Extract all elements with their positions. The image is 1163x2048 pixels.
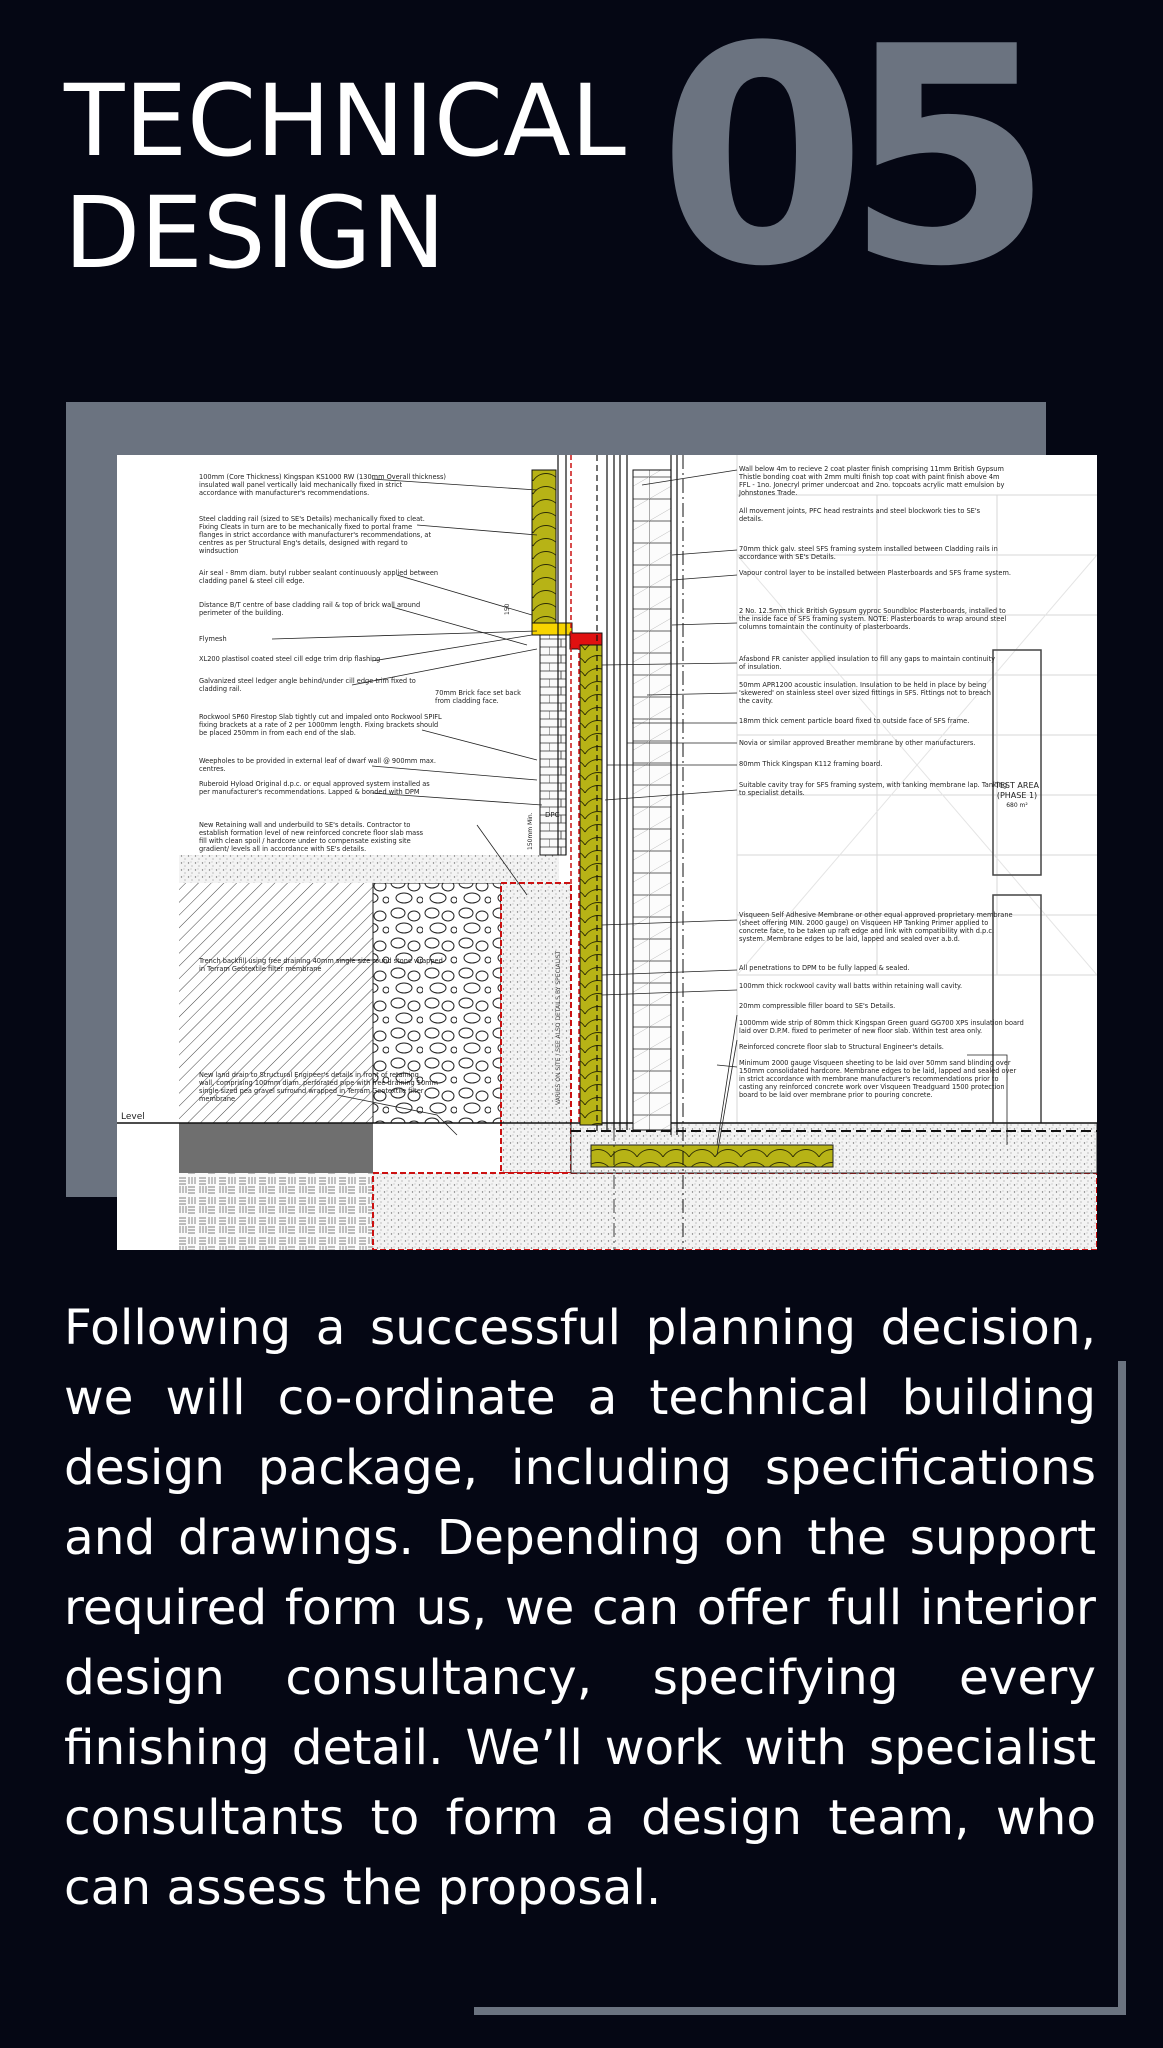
footing-grey [179,1123,373,1173]
right-note-10: 80mm Thick Kingspan K112 framing board. [739,760,883,768]
right-note-18: Minimum 2000 gauge Visqueen sheeting to be laid over 50mm sand blinding over 150mm consolidated hardcore. Membrane edges to be laid, lapped and sealed over in strict accordance with membrane manufacturer's recommendations prior to casting any reinforced concrete work over Visqueen Treadguard 1500 protection board to be laid over membrane prior to pouring concrete. [739,1059,1017,1099]
page-title [64,66,626,290]
cavity-insulation [580,645,602,1125]
test-area-line-1: TEST AREA [994,781,1040,790]
right-note-2: All movement joints, PFC head restraints and steel blockwork ties to SE's details. [739,507,981,523]
technical-drawing [117,455,1097,1250]
tiles-base [179,1173,373,1250]
dpc-label: DPC [545,811,560,819]
brick-wall [540,633,566,855]
right-note-5: 2 No. 12.5mm thick British Gypsum gyproc Soundbloc Plasterboards, installed to the inside face of SFS framing system. NOTE: Plasterboards to wrap around steel columns tomaintain the continuity of plasterboards. [739,607,1007,631]
right-note-15: 20mm compressible filler board to SE's Details. [739,1002,896,1010]
brick-note: 70mm Brick face set back from cladding face. [435,689,521,705]
body-paragraph: Following a successful planning decision, we will co-ordinate a technical building design package, including specifications and drawings. Depending on the support required form us, we can offer full interior design consultancy, specifying every finishing detail. We’ll work with specialist consultants to form a design team, who can assess the proposal. [64,1300,1096,1916]
left-note-10: Ruberoid Hyload Original d.p.c. or equal approved system installed as per manufacturer's recommendations. Lapped & bonded with DPM [199,780,430,796]
page-title-line-2: DESIGN [64,176,446,291]
left-note-13: New land drain to Structural Engineer's details in front of retaining wall, comprising 100mm diam. perforated pipe with free draining 10mm single sized pea gravel surround wrapped in Terram Geotextile filter membrane [199,1071,439,1103]
left-note-9: Weepholes to be provided in external leaf of dwarf wall @ 900mm max. centres. [199,757,436,773]
right-note-16: 1000mm wide strip of 80mm thick Kingspan Green guard GG700 XPS insulation board laid over D.P.M. fixed to perimeter of new floor slab. Within test area only. [739,1019,1024,1035]
left-note-5: Flymesh [199,635,227,643]
left-note-3: Air seal - 8mm diam. butyl rubber sealant continuously applied between cladding panel & steel cill edge. [199,569,439,585]
right-note-6: Afasbond FR canister applied insulation to fill any gaps to maintain continuity of insulation. [739,655,996,671]
left-note-12: Trench backfill using free draining 40mm single size round stone wrapped in Terram Geotextile filter membrane [199,957,443,973]
dim-label-2: 150mm Min. [527,812,534,850]
cladding-panel [532,470,556,630]
left-note-2: Steel cladding rail (sized to SE's Details) mechanically fixed to cleat. Fixing Cleats in turn are to be mechanically fixed to portal frame flanges in strict accordance with manufacturer's recommendations, at centres as per Structural Eng's details, designed with regard to windsuction [199,515,432,555]
test-area-line-2: (PHASE 1) [996,791,1038,800]
left-note-8: Rockwool SP60 Firestop Slab tightly cut and impaled onto Rockwool SPIFL fixing brackets at a rate of 2 per 1000mm length. Fixing brackets should be placed 250mm in from each end of the slab. [199,713,442,737]
section-number: 05 [658,0,1032,332]
right-note-17: Reinforced concrete floor slab to Structural Engineer's details. [739,1043,944,1051]
foundation-slab [373,1173,1097,1250]
right-note-8: 18mm thick cement particle board fixed to outside face of SFS frame. [739,717,970,725]
left-note-7: Galvanized steel ledger angle behind/under cill edge trim fixed to cladding rail. [199,677,416,693]
right-note-14: 100mm thick rockwool cavity wall batts within retaining wall cavity. [739,982,963,990]
vertical-label: VARIES ON SITE / SEE ALSO DETAILS BY SPECIALIST [555,950,562,1105]
right-note-4: Vapour control layer to be installed between Plasterboards and SFS frame system. [739,569,1012,577]
right-note-7: 50mm APR1200 acoustic insulation. Insulation to be held in place by being 'skewered' on stainless steel over sized fittings in SFS. Fittings not to breach the cavity. [739,681,991,705]
right-note-3: 70mm thick galv. steel SFS framing system installed between Cladding rails in accordance with SE's Details. [739,545,998,561]
right-note-1: Wall below 4m to recieve 2 coat plaster finish comprising 11mm British Gypsum Thistle bonding coat with 2mm multi finish top coat with paint finish above 4m FFL - 1no. Jonecryl primer undercoat and 2no. topcoats acrylic matt emulsion by Johnstones Trade. [739,465,1005,497]
right-note-12: Visqueen Self Adhesive Membrane or other equal approved proprietary membrane (sheet offering MIN. 2000 gauge) on Visqueen HP Tanking Primer applied to concrete face, to be taken up raft edge and link with compatibility with d.p.c. system. Membrane edges to be laid, lapped and sealed over a.b.d. [739,911,1013,943]
test-area-size: 680 m² [1006,802,1028,809]
right-note-13: All penetrations to DPM to be fully lapped & sealed. [739,964,910,972]
left-note-1: 100mm (Core Thickness) Kingspan KS1000 RW (130mm Overall thickness) insulated wall panel vertically laid mechanically fixed in strict accordance with manufacturer's recommendations. [199,473,446,497]
left-note-6: XL200 plastisol coated steel cill edge trim drip flashing [199,655,381,663]
ground-dots-upper [179,855,559,883]
right-note-11: Suitable cavity tray for SFS framing system, with tanking membrane lap. Tanking to specialist details. [739,781,1008,797]
dim-label-1: 150 [504,603,511,615]
blockwork-wall [633,470,671,1130]
right-note-9: Novia or similar approved Breather membrane by other manufacturers. [739,739,976,747]
left-note-11: New Retaining wall and underbuild to SE's details. Contractor to establish formation level of new reinforced concrete floor slab mass fill with clean spoil / hardcore under to compensate existing site gradient/ levels all in accordance with SE's details. [199,821,424,853]
page-title-line-1: TECHNICAL [64,64,626,179]
left-note-4: Distance B/T centre of base cladding rail & top of brick wall around perimeter of the building. [199,601,421,617]
level-label: Level [121,1112,145,1122]
floor-insulation [591,1145,833,1167]
